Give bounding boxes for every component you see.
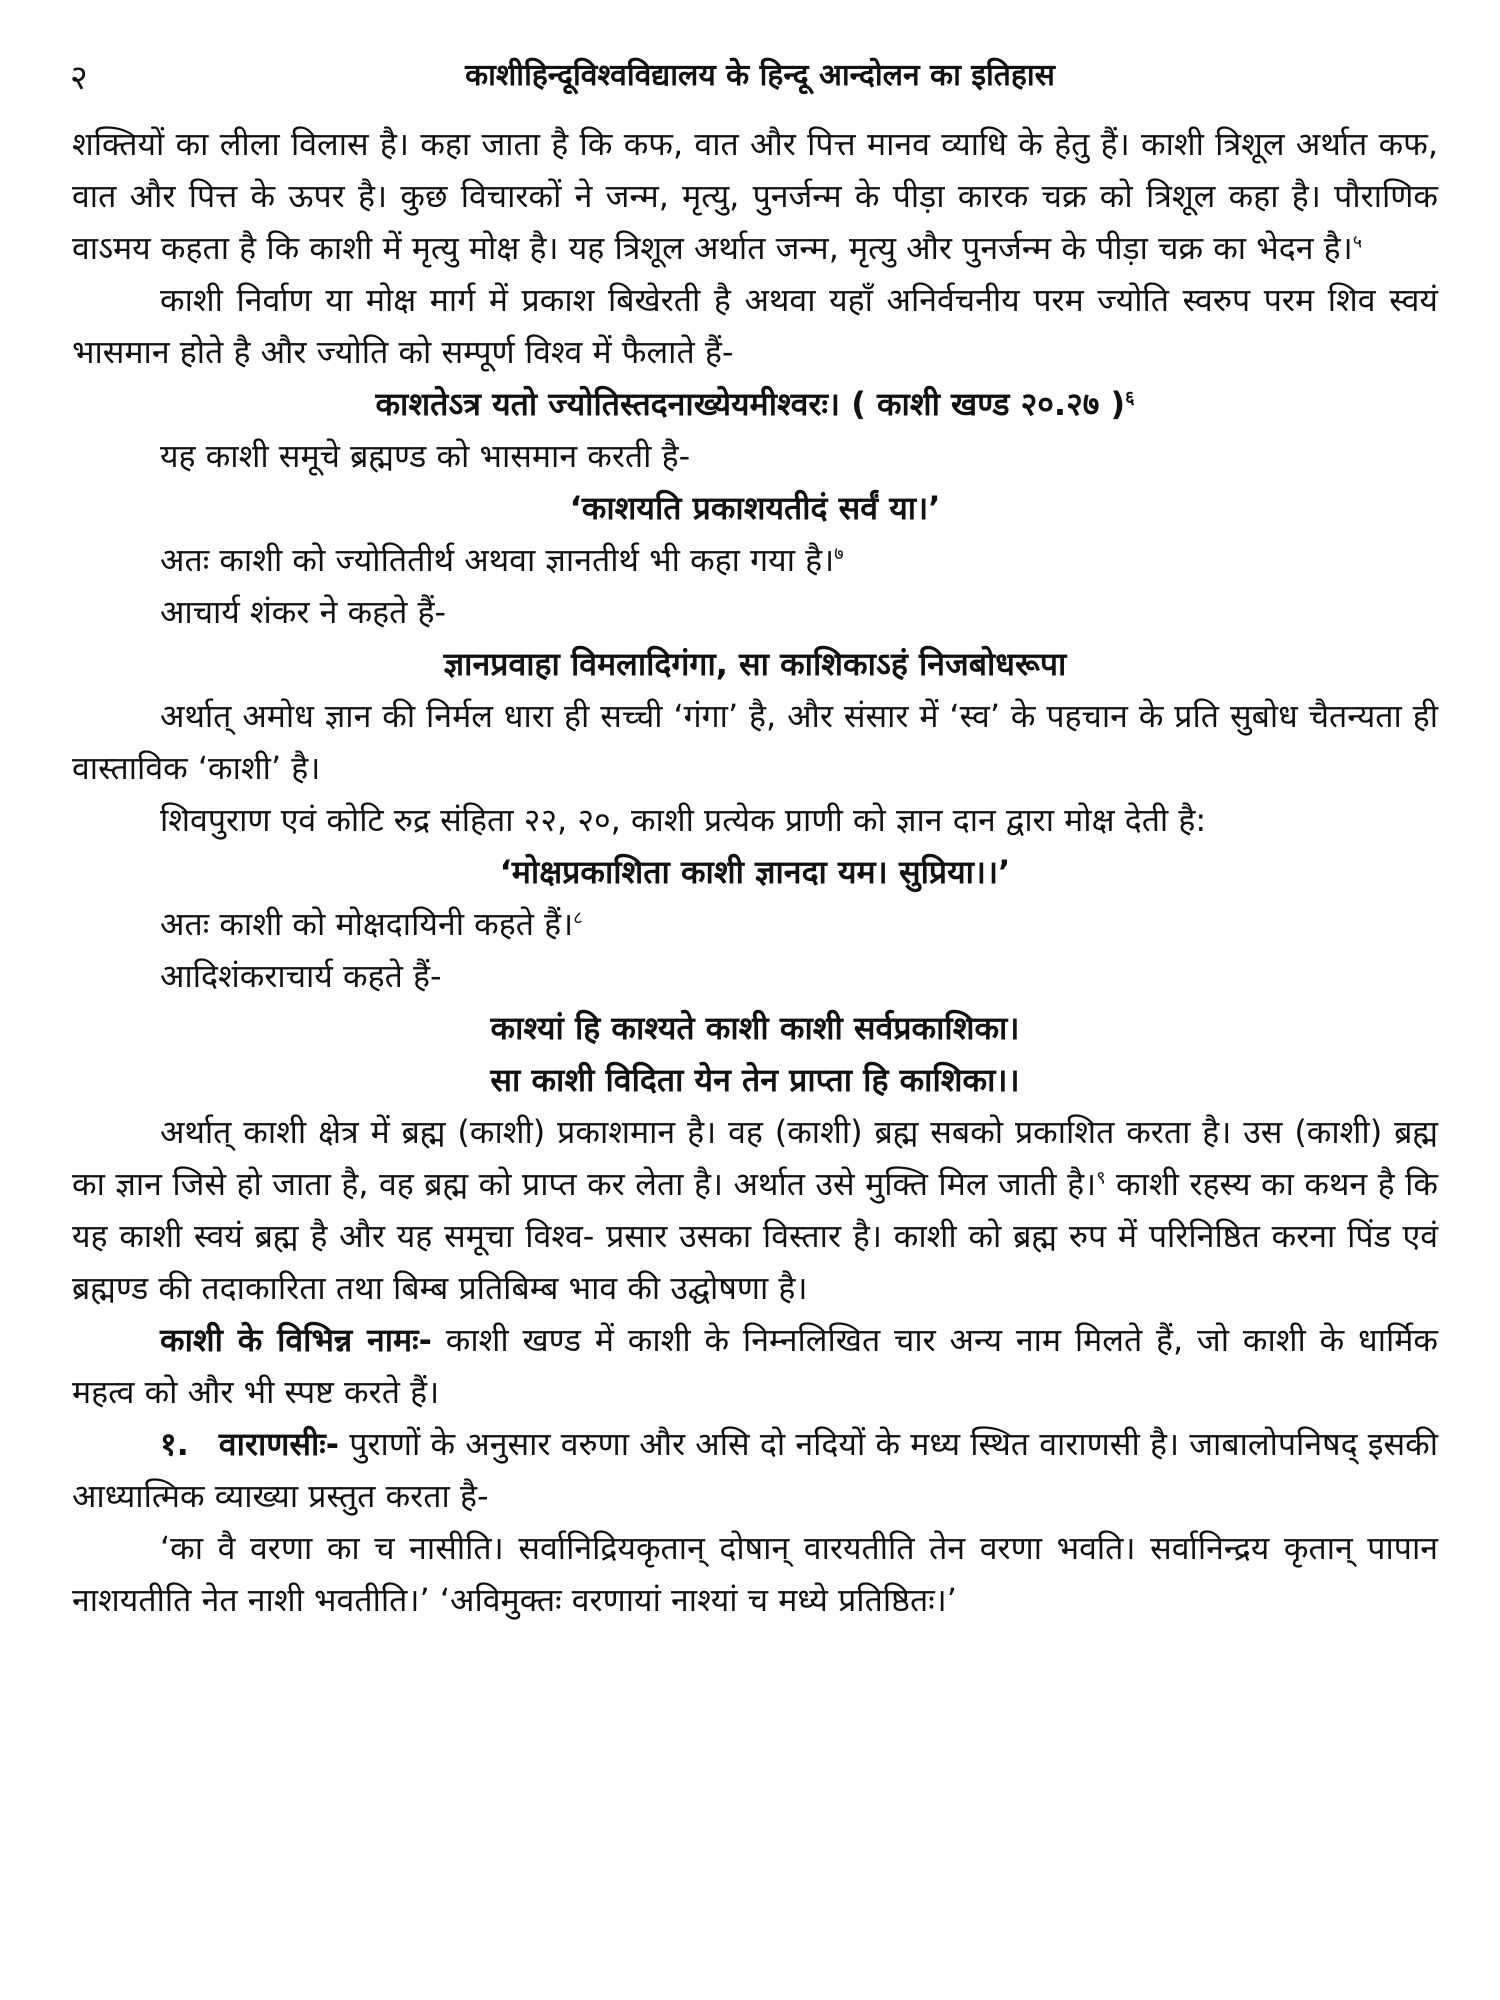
verse-text: काशतेऽत्र यतो ज्योतिस्तदनाख्येयमीश्वरः। ( काशी खण्ड २०.२७ ) — [375, 385, 1126, 423]
paragraph: यह काशी समूचे ब्रह्मण्ड को भासमान करती है- — [160, 437, 691, 475]
footnote-marker: ७ — [834, 543, 844, 565]
section-heading: काशी के विभिन्न नामः- — [160, 1321, 432, 1359]
paragraph: आचार्य शंकर ने कहते हैं- — [160, 593, 447, 631]
footnote-marker: ८ — [573, 907, 583, 929]
quote-verse: काश्यां हि काश्यते काशी काशी सर्वप्रकाशिका। — [490, 1009, 1020, 1047]
quote-verse: ‘मोक्षप्रकाशिता काशी ज्ञानदा यम। सुप्रिया।।’ — [499, 853, 1011, 891]
paragraph — [72, 898, 1438, 950]
paragraph-text: अर्थात् काशी क्षेत्र में ब्रह्म (काशी) प्रकाशमान है। वह (काशी) ब्रह्म सबको प्रकाशित करता है। उस (काशी) ब्रह्म का ज्ञान जिसे हो जाता है, वह ब्रह्म को प्राप्त कर लेता है। अर्थात उसे मुक्ति मिल जाती है। — [72, 1113, 1438, 1203]
paragraph-text: काशी खण्ड में काशी के निम्नलिखित चार अन्य नाम मिलते हैं, जो काशी के धार्मिक महत्व को और भी स्पष्ट करते हैं। — [72, 1321, 1438, 1411]
paragraph-text: अतः काशी को ज्योतितीर्थ अथवा ज्ञानतीर्थ भी कहा गया है। — [160, 541, 835, 579]
paragraph — [72, 1314, 1438, 1418]
quote-verse: सा काशी विदिता येन तेन प्राप्ता हि काशिका।। — [490, 1061, 1020, 1099]
quote-verse — [72, 378, 1438, 430]
paragraph: ‘का वै वरणा का च नासीति। सर्वानिद्रियकृतान् दोषान् वारयतीति तेन वरणा भवति। सर्वानिन्द्रय कृतान् पापान नाशयतीति नेत नाशी भवतीति।’ ‘अविमुक्तः वरणायां नाश्यां च मध्ये प्रतिष्ठितः।’ — [72, 1529, 1438, 1619]
quote-verse: ‘काशयति प्रकाशयतीदं सर्वं या।’ — [569, 489, 941, 527]
quote-verse: ज्ञानप्रवाहा विमलादिगंगा, सा काशिकाऽहं निजबोधरूपा — [443, 645, 1067, 683]
paragraph-text: शक्तियों का लीला विलास है। कहा जाता है कि कफ, वात और पित्त मानव व्याधि के हेतु हैं। काशी त्रिशूल अर्थात कफ, वात और पित्त के ऊपर है। कुछ विचारकों ने जन्म, मृत्यु, पुनर्जन्म के पीड़ा कारक चक्र को त्रिशूल कहा है। पौराणिक वाऽमय कहता है कि काशी में मृत्यु मोक्ष है। यह त्रिशूल अर्थात जन्म, मृत्यु और पुनर्जन्म के पीड़ा चक्र का भेदन है। — [72, 125, 1438, 267]
list-item — [72, 1418, 1438, 1522]
paragraph-text: अतः काशी को मोक्षदायिनी कहते हैं। — [160, 905, 574, 943]
paragraph — [72, 118, 1438, 274]
body-text — [72, 118, 1438, 1626]
footnote-marker: ५ — [1352, 231, 1363, 253]
paragraph: काशी निर्वाण या मोक्ष मार्ग में प्रकाश बिखेरती है अथवा यहाँ अनिर्वचनीय परम ज्योति स्वरुप परम शिव स्वयं भासमान होते है और ज्योति को सम्पूर्ण विश्व में फैलाते हैं- — [72, 281, 1438, 371]
list-number: १. — [160, 1425, 189, 1463]
paragraph: शिवपुराण एवं कोटि रुद्र संहिता २२, २०, काशी प्रत्येक प्राणी को ज्ञान दान द्वारा मोक्ष देती है: — [160, 801, 1207, 839]
paragraph: अर्थात् अमोध ज्ञान की निर्मल धारा ही सच्ची ‘गंगा’ है, और संसार में ‘स्व’ के पहचान के प्रति सुबोध चैतन्यता ही वास्ताविक ‘काशी’ है। — [72, 697, 1438, 787]
page-header — [70, 52, 1450, 102]
footnote-marker: ९ — [1096, 1167, 1106, 1189]
paragraph: आदिशंकराचार्य कहते हैं- — [160, 957, 442, 995]
paragraph-text: काशी रहस्य का कथन है कि यह काशी स्वयं ब्रह्म है और यह समूचा विश्व- प्रसार उसका विस्तार है। काशी को ब्रह्म रुप में परिनिष्ठित करना पिंड एवं ब्रह्मण्ड की तदाकारिता तथा बिम्ब प्रतिबिम्ब भाव की उद्घोषणा है। — [72, 1165, 1438, 1307]
paragraph — [72, 534, 1438, 586]
list-heading: वाराणसीः- — [218, 1425, 340, 1463]
paragraph — [72, 1106, 1438, 1314]
running-title: काशीहिन्दूविश्वविद्यालय के हिन्दू आन्दोलन का इतिहास — [465, 58, 1055, 93]
page-number: २ — [70, 58, 88, 98]
footnote-marker: ६ — [1125, 387, 1135, 409]
list-text: पुराणों के अनुसार वरुणा और असि दो नदियों के मध्य स्थित वाराणसी है। जाबालोपनिषद् इसकी आध्यात्मिक व्याख्या प्रस्तुत करता है- — [72, 1425, 1438, 1515]
